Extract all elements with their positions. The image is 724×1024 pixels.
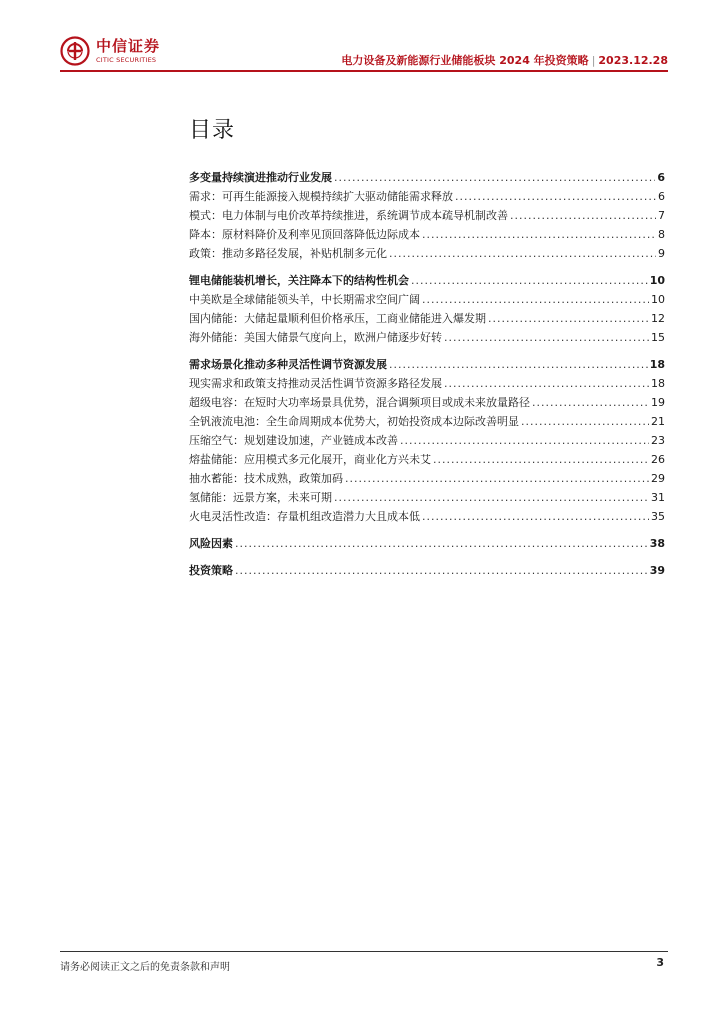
toc-section-entry[interactable] — [189, 290, 665, 309]
toc-dot-leader — [389, 244, 656, 263]
toc-chapter-entry[interactable] — [189, 168, 665, 187]
toc-entry-label: 熔盐储能：应用模式多元化展开，商业化方兴未艾 — [189, 453, 431, 466]
toc-entry-page: 6 — [658, 190, 665, 203]
toc-section-entry[interactable] — [189, 469, 665, 488]
toc-dot-leader — [444, 374, 649, 393]
toc-entry-label: 全钒液流电池：全生命周期成本优势大，初始投资成本边际改善明显 — [189, 415, 519, 428]
toc-section-entry[interactable] — [189, 431, 665, 450]
toc-dot-leader — [455, 187, 656, 206]
report-title: 电力设备及新能源行业储能板块 2024 年投资策略 — [341, 54, 589, 67]
toc-dot-leader — [422, 507, 649, 526]
toc-entry-page: 39 — [649, 564, 665, 577]
toc-entry-page: 8 — [658, 228, 665, 241]
toc-entry-page: 10 — [651, 293, 665, 306]
toc-section-entry[interactable] — [189, 507, 665, 526]
toc-dot-leader — [488, 309, 649, 328]
toc-entry-label: 锂电储能装机增长，关注降本下的结构性机会 — [189, 274, 409, 287]
table-of-contents — [189, 168, 665, 580]
toc-dot-leader — [422, 225, 656, 244]
toc-chapter-entry[interactable] — [189, 561, 665, 580]
toc-dot-leader — [433, 450, 649, 469]
report-header — [341, 52, 668, 68]
toc-entry-label: 压缩空气：规划建设加速，产业链成本改善 — [189, 434, 398, 447]
toc-entry-page: 31 — [651, 491, 665, 504]
toc-dot-leader — [389, 355, 648, 374]
footer-disclaimer: 请务必阅读正文之后的免责条款和声明 — [60, 962, 230, 973]
toc-entry-label: 氢储能：远景方案，未来可期 — [189, 491, 332, 504]
toc-entry-page: 9 — [658, 247, 665, 260]
logo-chinese-name: 中信证券 — [96, 36, 161, 55]
toc-chapter-entry[interactable] — [189, 534, 665, 553]
toc-entry-label: 抽水蓄能：技术成熟，政策加码 — [189, 472, 343, 485]
toc-entry-page: 18 — [649, 358, 665, 371]
toc-dot-leader — [334, 168, 655, 187]
page-number: 3 — [656, 956, 664, 969]
toc-dot-leader — [235, 534, 648, 553]
toc-entry-label: 火电灵活性改造：存量机组改造潜力大且成本低 — [189, 510, 420, 523]
toc-group-gap — [189, 347, 665, 355]
toc-dot-leader — [411, 271, 648, 290]
toc-section-entry[interactable] — [189, 206, 665, 225]
toc-entry-label: 需求场景化推动多种灵活性调节资源发展 — [189, 358, 387, 371]
toc-entry-label: 降本：原材料降价及利率见顶回落降低边际成本 — [189, 228, 420, 241]
toc-chapter-entry[interactable] — [189, 271, 665, 290]
toc-section-entry[interactable] — [189, 309, 665, 328]
toc-entry-label: 国内储能：大储起量顺利但价格承压，工商业储能进入爆发期 — [189, 312, 486, 325]
logo-english-name: CITIC SECURITIES — [96, 55, 157, 64]
toc-dot-leader — [345, 469, 649, 488]
toc-entry-label: 超级电容：在短时大功率场景具优势，混合调频项目或成未来放量路径 — [189, 396, 530, 409]
citic-logo — [60, 34, 160, 68]
toc-entry-page: 29 — [651, 472, 665, 485]
toc-entry-label: 投资策略 — [189, 564, 233, 577]
report-date: 2023.12.28 — [598, 54, 668, 67]
toc-group-gap — [189, 526, 665, 534]
toc-entry-page: 6 — [657, 171, 665, 184]
toc-entry-page: 7 — [658, 209, 665, 222]
toc-section-entry[interactable] — [189, 244, 665, 263]
toc-dot-leader — [400, 431, 649, 450]
footer-divider — [60, 951, 668, 952]
toc-entry-label: 政策：推动多路径发展，补贴机制多元化 — [189, 247, 387, 260]
page-header — [60, 34, 668, 70]
toc-chapter-entry[interactable] — [189, 355, 665, 374]
toc-title: 目录 — [189, 118, 236, 143]
toc-entry-page: 10 — [649, 274, 665, 287]
toc-entry-label: 模式：电力体制与电价改革持续推进，系统调节成本疏导机制改善 — [189, 209, 508, 222]
toc-section-entry[interactable] — [189, 488, 665, 507]
toc-entry-label: 多变量持续演进推动行业发展 — [189, 171, 332, 184]
toc-group-gap — [189, 553, 665, 561]
citic-logo-icon — [60, 36, 90, 66]
toc-dot-leader — [532, 393, 649, 412]
toc-entry-page: 21 — [651, 415, 665, 428]
toc-group-gap — [189, 263, 665, 271]
toc-entry-label: 现实需求和政策支持推动灵活性调节资源多路径发展 — [189, 377, 442, 390]
toc-section-entry[interactable] — [189, 412, 665, 431]
toc-entry-page: 26 — [651, 453, 665, 466]
toc-entry-page: 19 — [651, 396, 665, 409]
toc-entry-page: 35 — [651, 510, 665, 523]
toc-entry-page: 15 — [651, 331, 665, 344]
toc-dot-leader — [235, 561, 648, 580]
toc-section-entry[interactable] — [189, 450, 665, 469]
toc-entry-page: 23 — [651, 434, 665, 447]
toc-section-entry[interactable] — [189, 187, 665, 206]
toc-entry-label: 需求：可再生能源接入规模持续扩大驱动储能需求释放 — [189, 190, 453, 203]
toc-entry-page: 38 — [649, 537, 665, 550]
toc-section-entry[interactable] — [189, 393, 665, 412]
toc-section-entry[interactable] — [189, 225, 665, 244]
toc-dot-leader — [422, 290, 649, 309]
toc-entry-label: 中美欧是全球储能领头羊，中长期需求空间广阔 — [189, 293, 420, 306]
toc-dot-leader — [334, 488, 649, 507]
toc-section-entry[interactable] — [189, 374, 665, 393]
header-separator: | — [591, 54, 596, 67]
header-divider — [60, 70, 668, 72]
toc-entry-label: 风险因素 — [189, 537, 233, 550]
toc-dot-leader — [444, 328, 649, 347]
toc-entry-page: 18 — [651, 377, 665, 390]
toc-entry-page: 12 — [651, 312, 665, 325]
toc-section-entry[interactable] — [189, 328, 665, 347]
toc-dot-leader — [510, 206, 656, 225]
toc-entry-label: 海外储能：美国大储景气度向上，欧洲户储逐步好转 — [189, 331, 442, 344]
toc-dot-leader — [521, 412, 649, 431]
